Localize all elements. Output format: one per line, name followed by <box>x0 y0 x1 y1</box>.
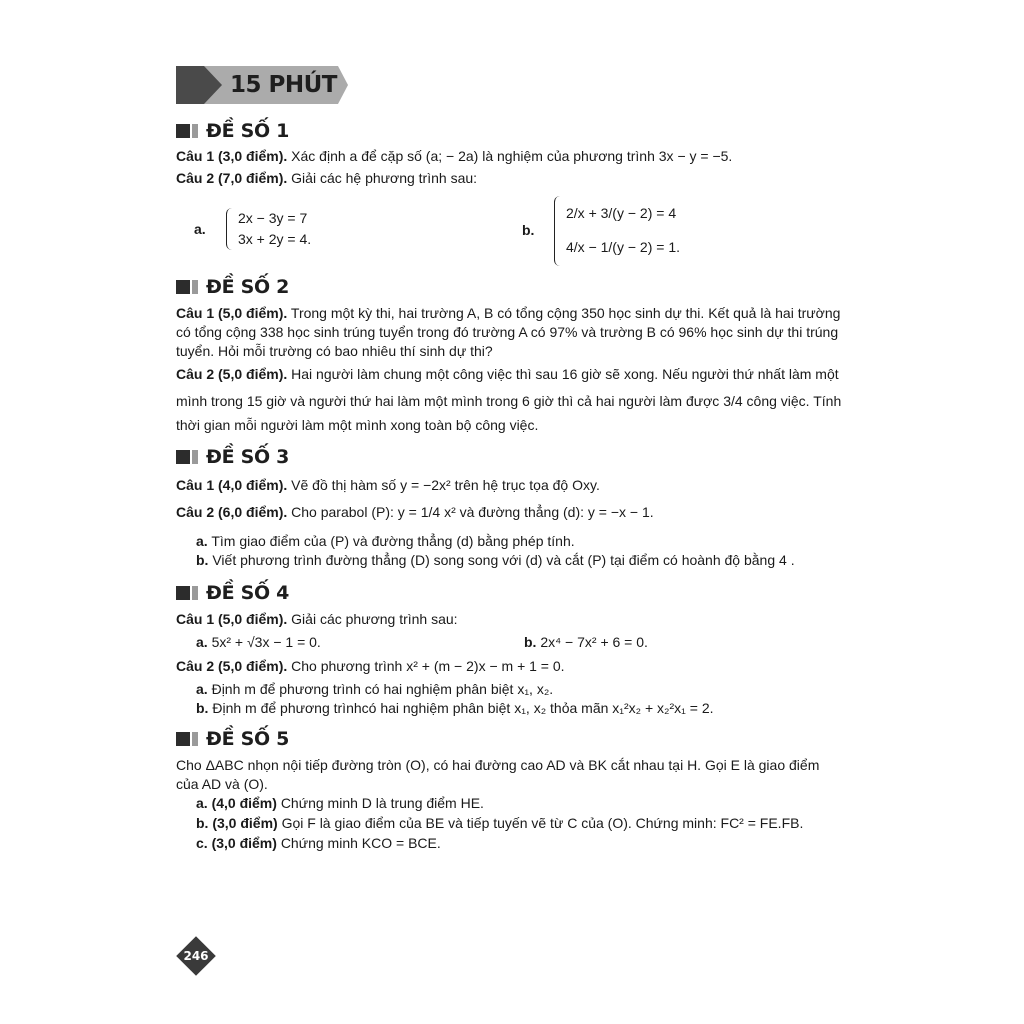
part-label: a. (4,0 điểm) <box>196 795 277 811</box>
part-label: c. (3,0 điểm) <box>196 835 277 851</box>
part-text: 2x⁴ − 7x² + 6 = 0. <box>540 634 648 650</box>
brace-icon <box>554 196 562 266</box>
question-label: Câu 1 (5,0 điểm). <box>176 305 288 321</box>
question-label: Câu 1 (3,0 điểm). <box>176 148 288 164</box>
de4-part-b <box>524 633 824 652</box>
heading-square-icon <box>176 586 190 600</box>
de4-question-2-part-b <box>196 699 886 718</box>
question-label: Câu 2 (5,0 điểm). <box>176 366 288 382</box>
question-label: Câu 2 (6,0 điểm). <box>176 504 288 520</box>
de4-question-2-part-a <box>196 680 886 699</box>
question-text: Hai người làm chung một công việc thì sau 16 giờ sẽ xong. Nếu người thứ nhất làm một <box>291 366 839 382</box>
system-label: a. <box>194 221 206 237</box>
section-heading-de5 <box>176 726 289 752</box>
question-label: Câu 1 (4,0 điểm). <box>176 477 288 493</box>
part-text: Định m để phương trình có hai nghiệm phân biệt x₁, x₂. <box>211 681 554 697</box>
banner-title: 15 PHÚT <box>230 72 337 98</box>
de3-part-a <box>196 532 886 551</box>
heading-square-icon <box>176 280 190 294</box>
heading-bar-icon <box>192 280 198 294</box>
de5-part-b <box>196 814 886 833</box>
heading-text: ĐỀ SỐ 3 <box>206 446 290 468</box>
equation-line: 2/x + 3/(y − 2) = 4 <box>566 205 677 221</box>
part-label: b. <box>196 700 209 716</box>
de5-part-c <box>196 834 886 853</box>
equation-line: 4/x − 1/(y − 2) = 1. <box>566 239 681 255</box>
part-label: a. <box>196 533 208 549</box>
part-label: b. <box>196 552 209 568</box>
part-label: b. <box>524 634 537 650</box>
heading-text: ĐỀ SỐ 4 <box>206 582 290 604</box>
heading-bar-icon <box>192 732 198 746</box>
page-number: 246 <box>183 949 209 963</box>
question-label: Câu 2 (7,0 điểm). <box>176 170 288 186</box>
de3-question-2 <box>176 503 866 522</box>
de1-system-b <box>522 196 712 268</box>
part-text: Gọi F là giao điểm của BE và tiếp tuyến vẽ từ C của (O). Chứng minh: FC² = FE.FB. <box>281 815 804 831</box>
heading-bar-icon <box>192 586 198 600</box>
part-label: a. <box>196 681 208 697</box>
question-text: Giải các phương trình sau: <box>291 611 458 627</box>
de3-question-1 <box>176 476 866 495</box>
part-text: Tìm giao điểm của (P) và đường thẳng (d) bằng phép tính. <box>211 533 575 549</box>
de3-part-b <box>196 551 886 570</box>
part-text: Chứng minh KCO = BCE. <box>280 835 441 851</box>
system-label: b. <box>522 222 535 238</box>
de4-question-2 <box>176 657 866 676</box>
de5-intro-line-1: Cho ΔABC nhọn nội tiếp đường tròn (O), có hai đường cao AD và BK cắt nhau tại H. Gọi E là giao điểm <box>176 757 820 773</box>
question-text: Cho phương trình x² + (m − 2)x − m + 1 = 0. <box>291 658 565 674</box>
question-label: Câu 2 (5,0 điểm). <box>176 658 288 674</box>
question-text: Vẽ đồ thị hàm số y = −2x² trên hệ trục tọa độ Oxy. <box>291 477 600 493</box>
de2-question-1-line-1 <box>176 304 866 323</box>
page-number-badge <box>176 936 216 976</box>
heading-square-icon <box>176 124 190 138</box>
de1-question-2 <box>176 169 866 188</box>
heading-text: ĐỀ SỐ 5 <box>206 728 290 750</box>
section-heading-de3 <box>176 444 289 470</box>
de1-system-a <box>194 208 354 252</box>
part-text: 5x² + √3x − 1 = 0. <box>211 634 321 650</box>
de4-part-a <box>196 633 496 652</box>
question-text: Trong một kỳ thi, hai trường A, B có tổng cộng 350 học sinh dự thi. Kết quả là hai trường <box>290 305 841 321</box>
part-text: Chứng minh D là trung điểm HE. <box>280 795 484 811</box>
de2-question-2-line-3: thời gian mỗi người làm một mình xong toàn bộ công việc. <box>176 417 539 433</box>
de4-question-1 <box>176 610 866 629</box>
part-label: a. <box>196 634 208 650</box>
de2-question-1-line-2: có tổng cộng 338 học sinh trúng tuyển trong đó trường A có 97% và trường B có 96% học sinh dự thi trúng <box>176 324 839 340</box>
part-text: Viết phương trình đường thẳng (D) song song với (d) và cắt (P) tại điểm có hoành độ bằng 4 . <box>212 552 795 568</box>
de5-intro-line-2: của AD và (O). <box>176 776 268 792</box>
heading-bar-icon <box>192 450 198 464</box>
de5-part-a <box>196 794 886 813</box>
de2-question-1-line-3: tuyển. Hỏi mỗi trường có bao nhiêu thí sinh dự thi? <box>176 343 493 359</box>
heading-text: ĐỀ SỐ 1 <box>206 120 290 142</box>
question-text: Giải các hệ phương trình sau: <box>291 170 478 186</box>
part-label: b. (3,0 điểm) <box>196 815 278 831</box>
section-heading-de1 <box>176 118 289 144</box>
de2-question-2-line-1 <box>176 365 866 384</box>
de1-question-1 <box>176 147 866 166</box>
heading-square-icon <box>176 450 190 464</box>
section-heading-de2 <box>176 274 289 300</box>
de2-question-2-line-2: mình trong 15 giờ và người thứ hai làm một mình trong 6 giờ thì cả hai người làm được 3/4 công việc. Tính <box>176 393 842 409</box>
heading-bar-icon <box>192 124 198 138</box>
heading-text: ĐỀ SỐ 2 <box>206 276 290 298</box>
part-text: Định m để phương trìnhcó hai nghiệm phân biệt x₁, x₂ thỏa mãn x₁²x₂ + x₂²x₁ = 2. <box>212 700 714 716</box>
brace-icon <box>226 208 234 250</box>
section-heading-de4 <box>176 580 289 606</box>
question-label: Câu 1 (5,0 điểm). <box>176 611 288 627</box>
heading-square-icon <box>176 732 190 746</box>
question-text: Xác định a để cặp số (a; − 2a) là nghiệm của phương trình 3x − y = −5. <box>291 148 733 164</box>
question-text: Cho parabol (P): y = 1/4 x² và đường thẳng (d): y = −x − 1. <box>291 504 654 520</box>
equation-line: 3x + 2y = 4. <box>238 231 312 247</box>
equation-line: 2x − 3y = 7 <box>238 210 308 226</box>
